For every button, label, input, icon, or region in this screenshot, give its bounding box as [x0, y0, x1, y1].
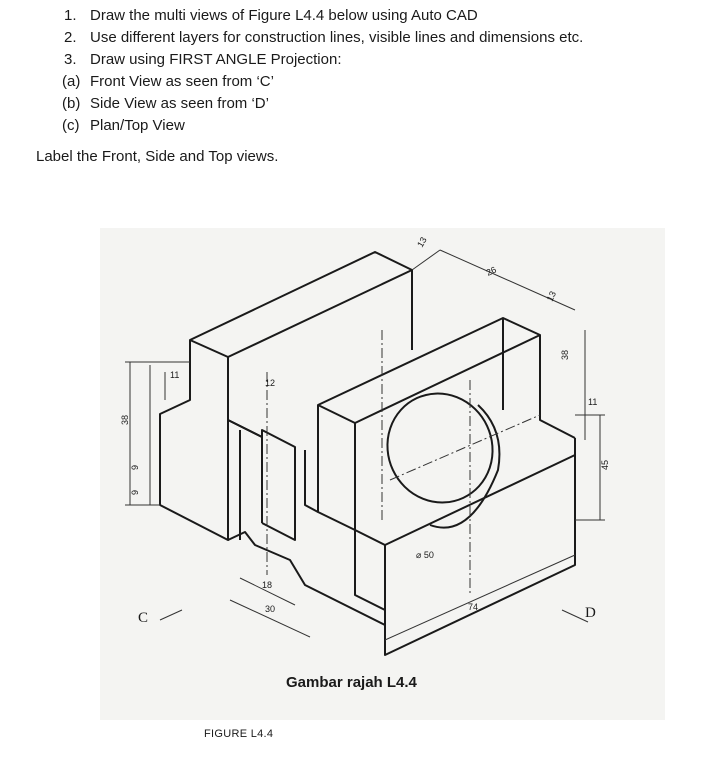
drawing-caption: Gambar rajah L4.4 — [286, 674, 417, 691]
dim-13-right: 13 — [544, 289, 559, 303]
dim-26: 26 — [484, 264, 498, 278]
base-bottom-groove — [228, 532, 385, 625]
hole-front — [370, 376, 511, 520]
right-wall-top — [318, 318, 540, 423]
label-instruction: Label the Front, Side and Top views. — [36, 148, 279, 165]
dim-74: 74 — [468, 602, 479, 612]
dim-dia50: ⌀ 50 — [416, 550, 434, 560]
dim-18: 18 — [262, 580, 273, 590]
base-right-face — [385, 438, 575, 655]
dim-12: 12 — [265, 378, 276, 388]
view-d-label: D — [585, 605, 596, 621]
view-c-label: C — [138, 610, 149, 626]
dim-38-right: 38 — [560, 349, 570, 360]
dim-38-left: 38 — [120, 414, 130, 425]
dim-45: 45 — [600, 459, 610, 470]
dim-9a: 9 — [130, 464, 140, 470]
dim-30: 30 — [265, 604, 276, 614]
dim-9b: 9 — [130, 489, 140, 495]
right-wall-front — [318, 405, 355, 530]
figure-label: FIGURE L4.4 — [204, 728, 274, 740]
dim-13-top: 13 — [415, 235, 429, 249]
slot-inner-3 — [305, 450, 318, 512]
dim-11-right: 11 — [588, 397, 598, 407]
left-wall-top — [190, 252, 412, 357]
left-wall-front-edge — [228, 357, 262, 437]
base-top-edge — [355, 455, 575, 545]
dim-11-left: 11 — [170, 370, 180, 380]
hole-depth — [430, 405, 499, 528]
